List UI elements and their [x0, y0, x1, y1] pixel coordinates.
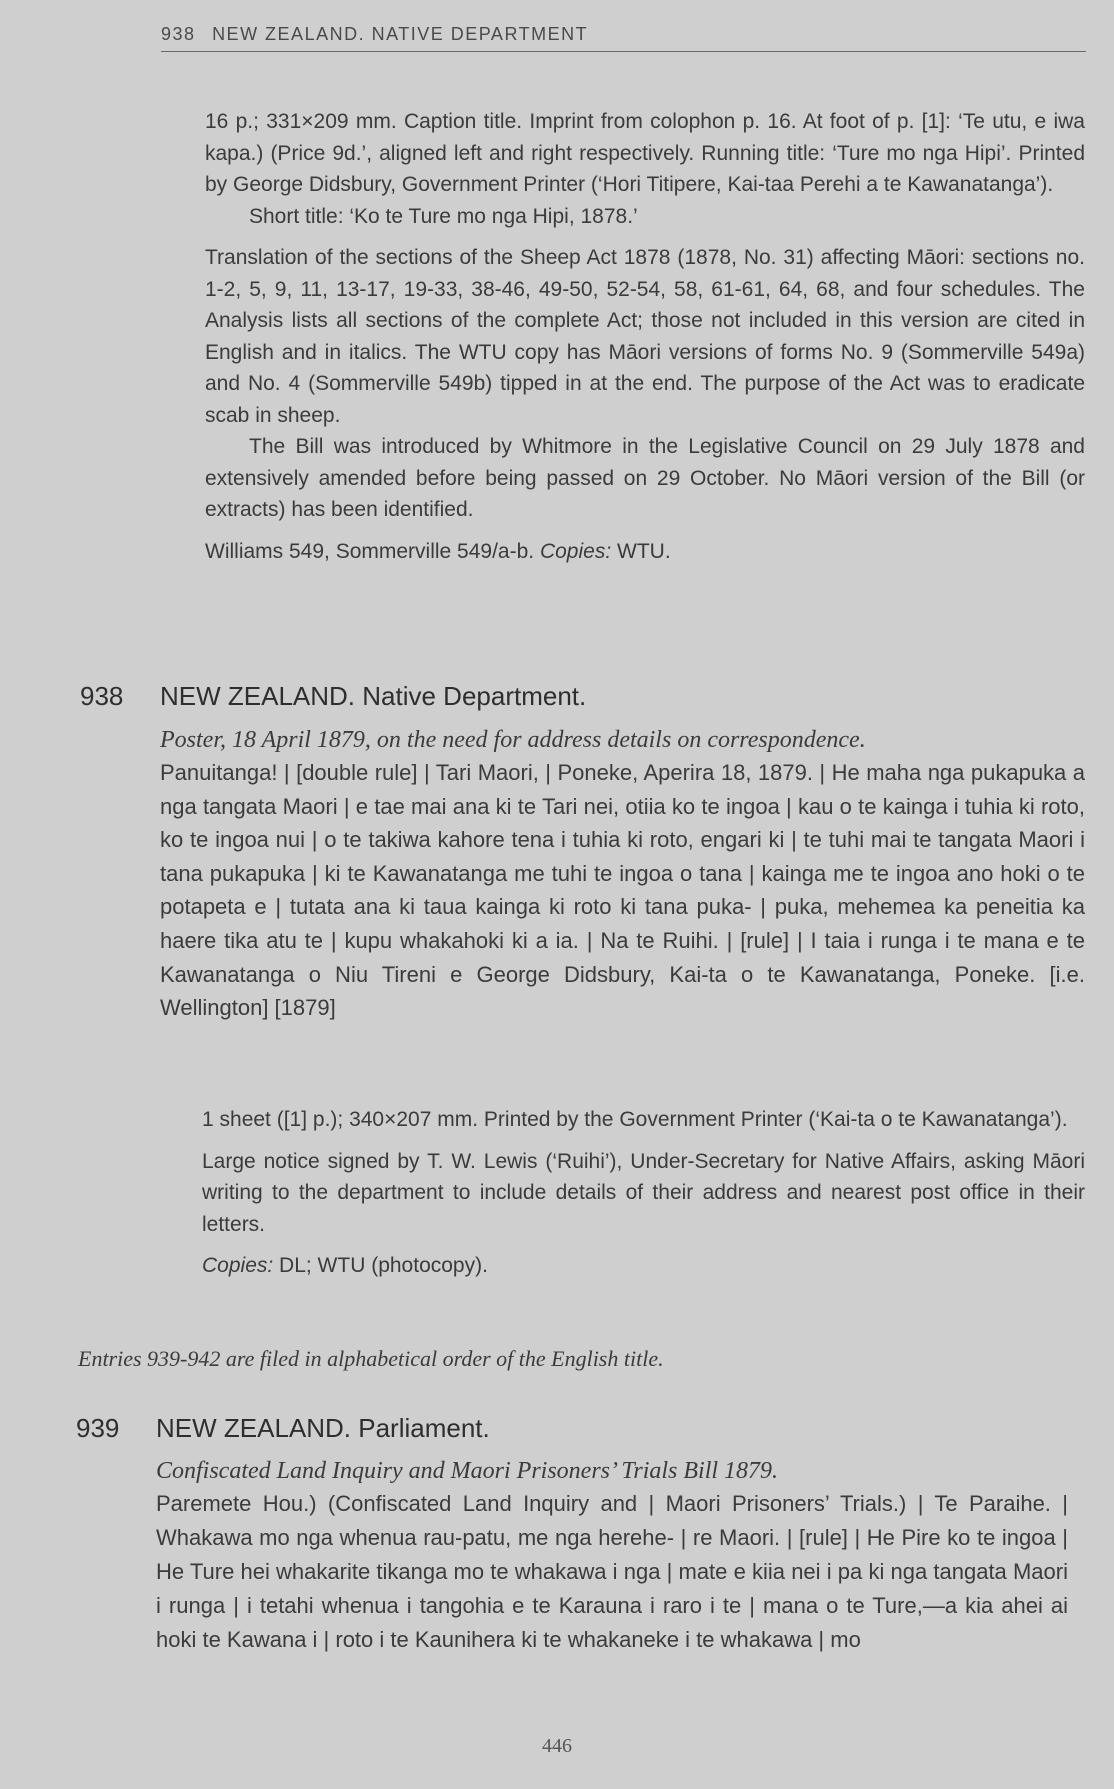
- filing-note: Entries 939-942 are filed in alphabetical order of the English title.: [78, 1346, 664, 1371]
- entry-938-physical: 1 sheet ([1] p.); 340×207 mm. Printed by the Government Printer (‘Kai-ta o te Kawanatanga’).: [202, 1108, 1068, 1131]
- entry-number-938: 938: [80, 681, 124, 711]
- page-number: 446: [542, 1735, 572, 1757]
- entry-938-body: [160, 724, 1085, 1025]
- entry-938-copies: [202, 1250, 1085, 1282]
- entry-number-939: 939: [76, 1413, 120, 1443]
- copies-label: Copies:: [202, 1254, 274, 1277]
- physical-description: 16 p.; 331×209 mm. Caption title. Imprint from colophon p. 16. At foot of p. [1]: ‘Te utu, e iwa kapa.) (Price 9d.’, aligned left and right respectively. Running title: ‘Ture mo nga Hipi’. Printed by George Didsbury, Government Printer (‘Hori Titipere, Kai-taa Perehi a te Kawanatanga’).: [205, 110, 1085, 196]
- references: [205, 536, 1085, 568]
- copies-label: Copies:: [539, 539, 612, 563]
- running-head-title: NEW ZEALAND. NATIVE DEPARTMENT: [212, 24, 589, 44]
- entry-938-subtitle: Poster, 18 April 1879, on the need for address details on correspondence.: [160, 727, 866, 753]
- entry-heading-939: NEW ZEALAND. Parliament.: [156, 1413, 490, 1443]
- entry-938-transcription: Panuitanga! | [double rule] | Tari Maori, | Poneke, Aperira 18, 1879. | He maha nga pukapuka a nga tangata Maori | e tae mai ana ki te Tari nei, otiia ko te ingoa | kau o te kainga i tuhia ki roto, ko te ingoa nui | o te takiwa kahore tena i tuhia ki roto, engari ki | te tuhi mai te tangata Maori i tana pukapuka | ki te Kawanatanga me tuhi te ingoa o tana | kainga me te ingoa ano hoki o te potapeta e | tutata ana ki taua kainga ki roto ki tana puka- | puka, mehemea ka peneitia ka haere tika atu te | kupu whakahoki ki a ia. | Na te Ruihi. | [rule] | I taia i runga i te mana e te Kawanatanga o Niu Tireni e George Didsbury, Kai-ta o te Kawanatanga, Poneke. [i.e. Wellington] [1879]: [160, 760, 1085, 1021]
- running-head: [161, 24, 1086, 52]
- entry-939-body: [156, 1455, 1068, 1657]
- reference-list: Williams 549, Sommerville 549/a-b.: [205, 539, 535, 563]
- bill-note: The Bill was introduced by Whitmore in the Legislative Council on 29 July 1878 and extensively amended before being passed on 29 October. No Māori version of the Bill (or extracts) has been identified.: [205, 435, 1085, 521]
- running-head-page: 938: [161, 24, 196, 44]
- translation-note: Translation of the sections of the Sheep Act 1878 (1878, No. 31) affecting Māori: sections no. 1-2, 5, 9, 11, 13-17, 19-33, 38-46, 49-50, 52-54, 58, 61-61, 64, 68, and four schedules. The Analysis lists all sections of the complete Act; those not included in this version are cited in English and in italics. The WTU copy has Māori versions of forms No. 9 (Sommerville 549a) and No. 4 (Sommerville 549b) tipped in at the end. The purpose of the Act was to eradicate scab in sheep.: [205, 246, 1085, 427]
- copies-value: DL; WTU (photocopy).: [279, 1254, 488, 1277]
- copies-value: WTU.: [617, 539, 671, 563]
- entry-939-subtitle: Confiscated Land Inquiry and Maori Prisoners’ Trials Bill 1879.: [156, 1458, 779, 1484]
- entry-heading-938: NEW ZEALAND. Native Department.: [160, 681, 587, 711]
- entry-939-transcription: Paremete Hou.) (Confiscated Land Inquiry and | Maori Prisoners’ Trials.) | Te Paraihe. | Whakawa mo nga whenua rau-patu, me nga herehe- | re Maori. | [rule] | He Pire ko te ingoa | He Ture hei whakarite tikanga mo te whakawa i nga | mate e kiia nei i pa ki nga tangata Maori i runga | i tetahi whenua i tangohia e te Karauna i raro i te | mana o te Ture,—a kia ahei ai hoki te Kawana i | roto i te Kaunihera ki te whakaneke i te whakawa | mo: [156, 1491, 1068, 1652]
- continued-entry: [205, 106, 1085, 567]
- short-title: Short title: ‘Ko te Ture mo nga Hipi, 1878.’: [249, 204, 638, 228]
- entry-938-notes: [202, 1104, 1085, 1282]
- entry-938-notice: Large notice signed by T. W. Lewis (‘Ruihi’), Under-Secretary for Native Affairs, asking Māori writing to the department to include details of their address and nearest post office in their letters.: [202, 1149, 1085, 1236]
